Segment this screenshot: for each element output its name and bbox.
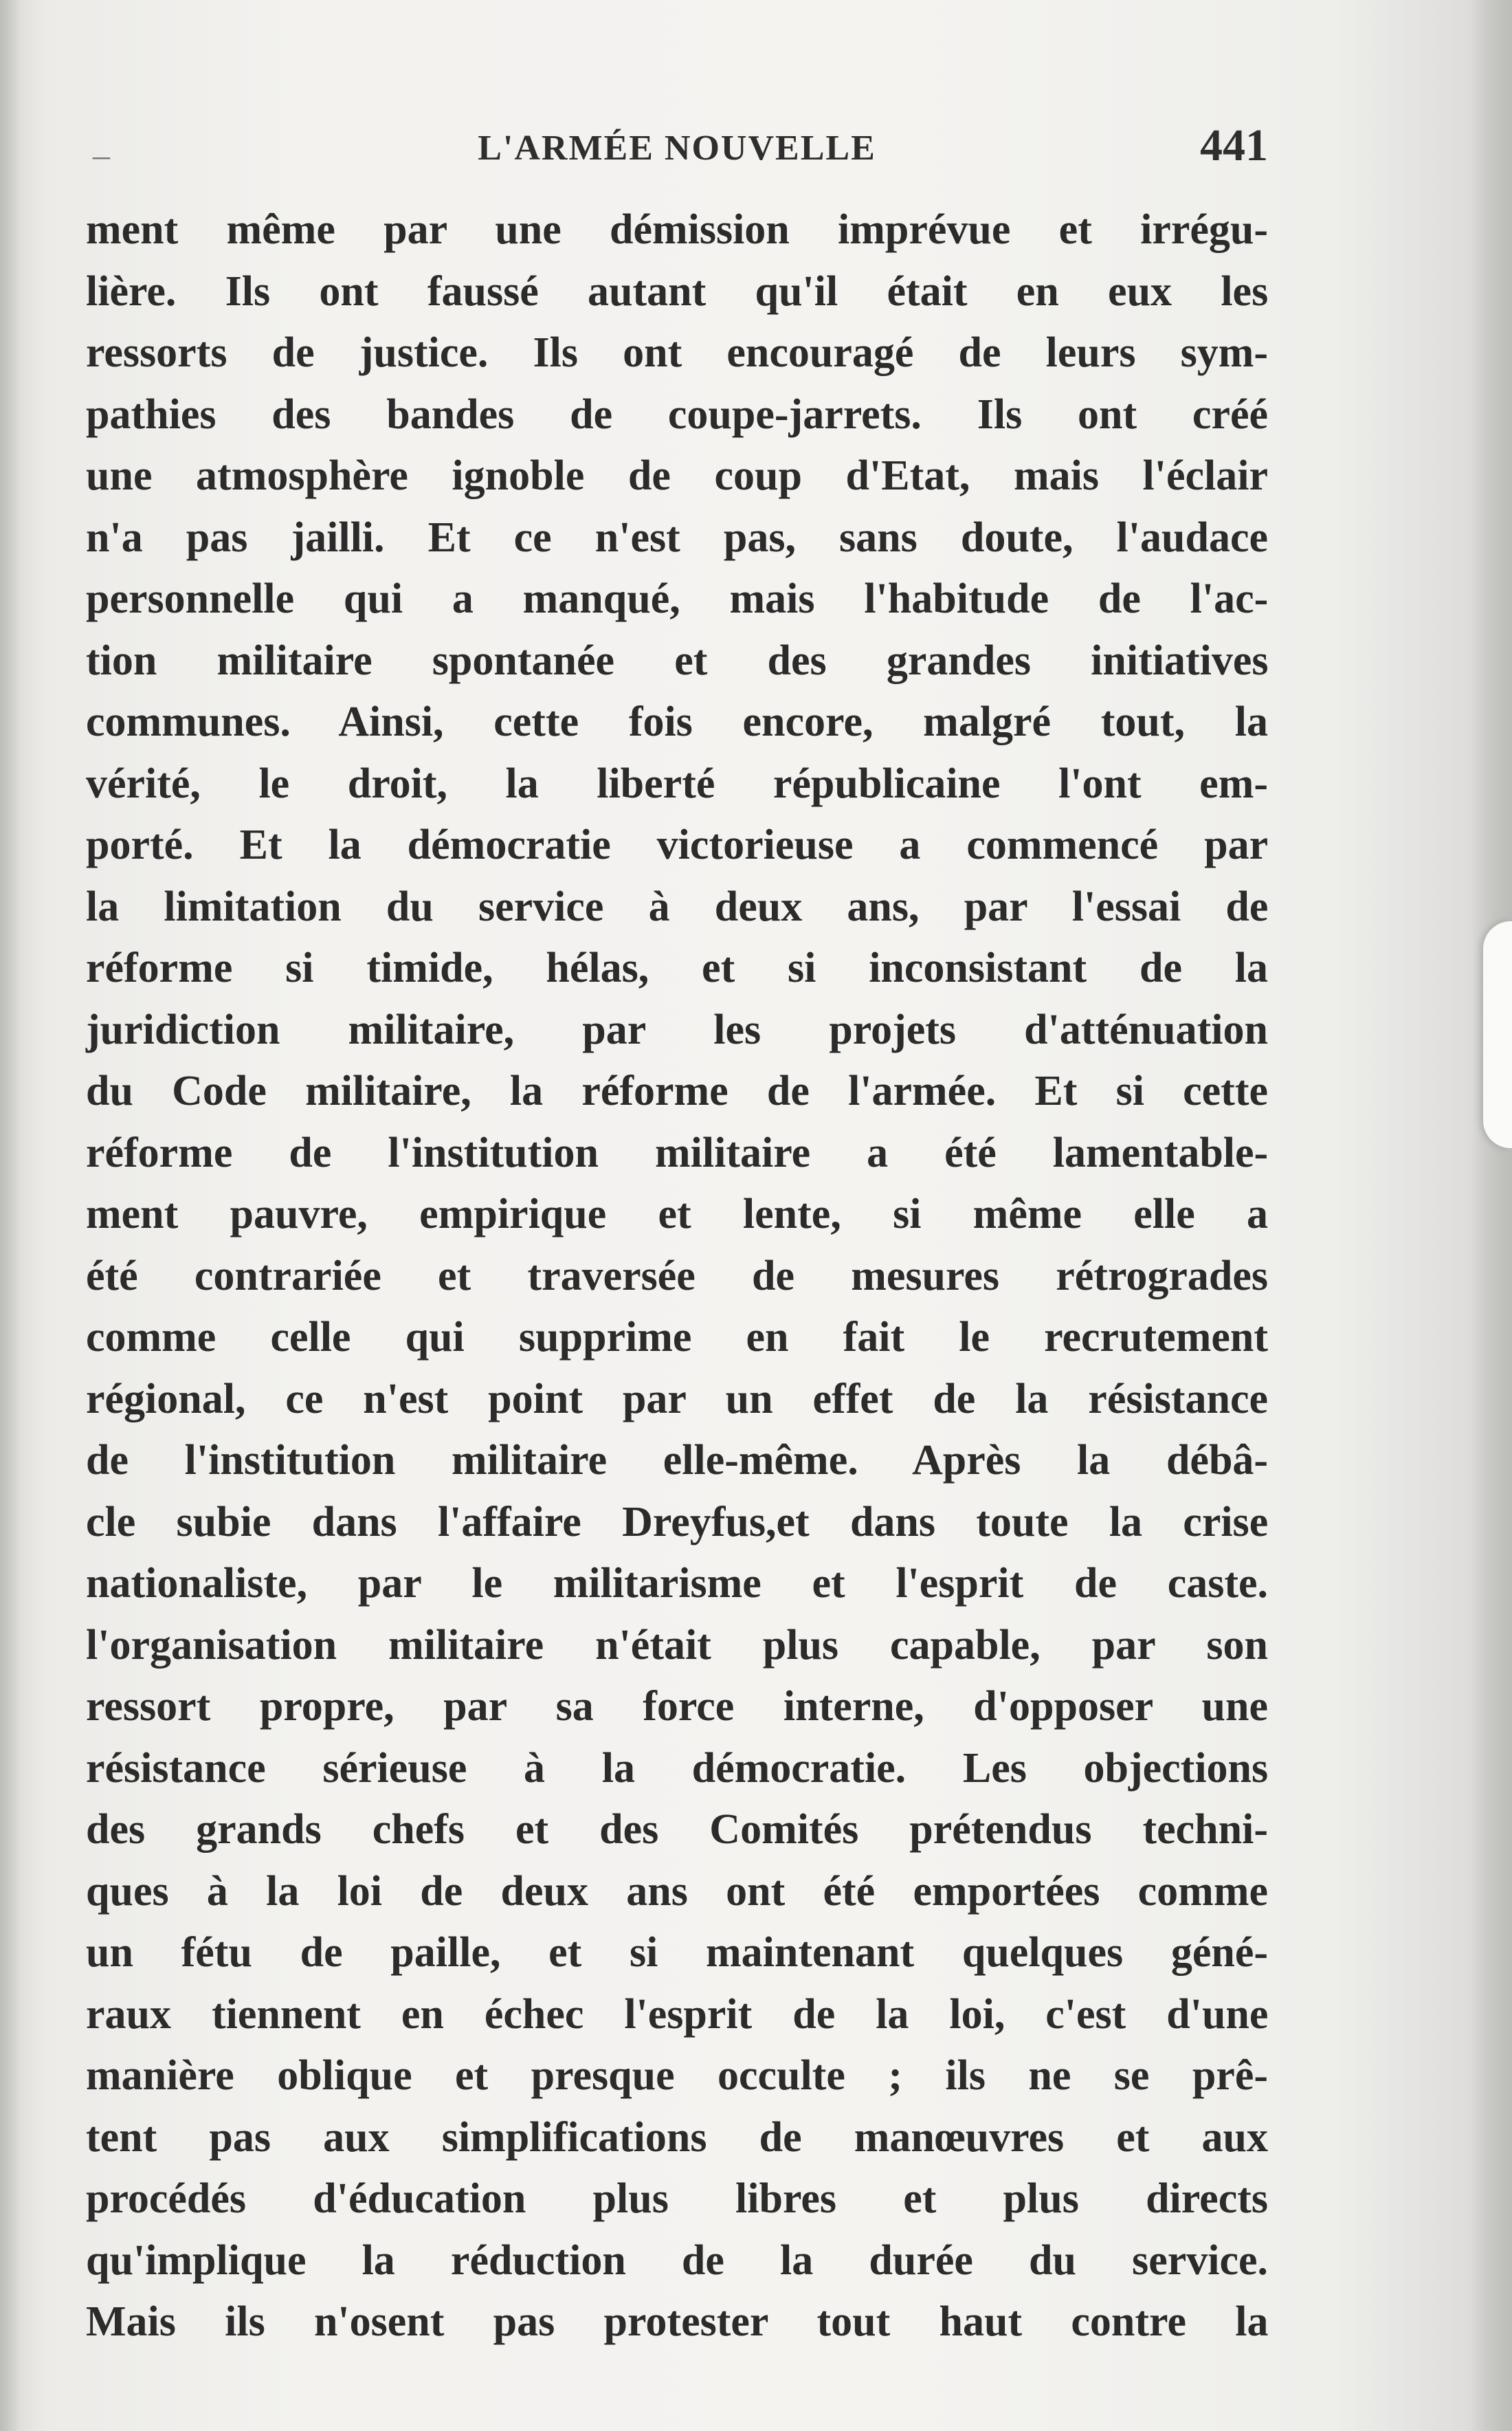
text-line: nationaliste, par le militarisme et l'esprit de caste. <box>86 1560 1268 1607</box>
running-title: L'ARMÉE NOUVELLE <box>478 129 876 168</box>
text-line: du Code militaire, la réforme de l'armée. Et si cette <box>86 1068 1268 1114</box>
text-line: la limitation du service à deux ans, par l'essai de <box>86 883 1269 930</box>
text-line: ressorts de justice. Ils ont encouragé de leurs sym- <box>86 329 1269 376</box>
page-header <box>86 116 1268 177</box>
text-line: Mais ils n'osent pas protester tout haut contre la <box>86 2298 1269 2345</box>
text-line: ment même par une démission imprévue et irrégu- <box>86 206 1268 253</box>
text-line: une atmosphère ignoble de coup d'Etat, mais l'éclair <box>86 452 1268 499</box>
text-line: des grands chefs et des Comités prétendus techni- <box>86 1806 1268 1853</box>
text-line: qu'implique la réduction de la durée du service. <box>86 2236 1268 2284</box>
text-line: comme celle qui supprime en fait le recrutement <box>86 1314 1268 1361</box>
text-line: lière. Ils ont faussé autant qu'il était en eux les <box>86 267 1269 315</box>
text-line: juridiction militaire, par les projets d'atténuation <box>86 1006 1268 1053</box>
scan-left-edge <box>0 0 21 2431</box>
page-number: 441 <box>1200 120 1268 170</box>
text-line: tion militaire spontanée et des grandes initiatives <box>86 637 1269 684</box>
text-line: réforme si timide, hélas, et si inconsistant de la <box>86 945 1268 991</box>
text-line: l'organisation militaire n'était plus capable, par son <box>86 1621 1268 1669</box>
body-text <box>86 199 1268 2353</box>
text-line: manière oblique et presque occulte ; ils ne se prê- <box>86 2052 1268 2099</box>
text-line: ressort propre, par sa force interne, d'opposer une <box>86 1683 1268 1730</box>
text-line: vérité, le droit, la liberté républicaine l'ont em- <box>86 760 1268 807</box>
text-line: de l'institution militaire elle-même. Après la débâ- <box>86 1437 1269 1484</box>
text-line: ment pauvre, empirique et lente, si même elle a <box>86 1191 1268 1238</box>
paper-tear <box>1483 921 1512 1148</box>
header-dash: – <box>93 135 110 174</box>
text-line: été contrariée et traversée de mesures rétrogrades <box>86 1252 1268 1299</box>
text-line: pathies des bandes de coupe-jarrets. Ils ont créé <box>86 390 1268 438</box>
text-line: régional, ce n'est point par un effet de la résistance <box>86 1375 1268 1422</box>
text-line: porté. Et la démocratie victorieuse a commencé par <box>86 822 1269 868</box>
text-line: tent pas aux simplifications de manœuvres et aux <box>86 2113 1268 2161</box>
text-line: réforme de l'institution militaire a été lamentable- <box>86 1129 1269 1176</box>
text-line: personnelle qui a manqué, mais l'habitude de l'ac- <box>86 575 1269 622</box>
text-line: communes. Ainsi, cette fois encore, malgré tout, la <box>86 698 1268 745</box>
text-line: ques à la loi de deux ans ont été emportées comme <box>86 1867 1268 1915</box>
text-line: résistance sérieuse à la démocratie. Les objections <box>86 1744 1269 1792</box>
text-line: procédés d'éducation plus libres et plus directs <box>86 2175 1268 2222</box>
text-line: n'a pas jailli. Et ce n'est pas, sans doute, l'audace <box>86 514 1268 561</box>
text-line: cle subie dans l'affaire Dreyfus,et dans toute la crise <box>86 1498 1269 1546</box>
text-line: un fétu de paille, et si maintenant quelques géné- <box>86 1929 1268 1976</box>
scan-right-edge <box>1471 0 1512 2431</box>
text-line: raux tiennent en échec l'esprit de la loi, c'est d'une <box>86 1990 1269 2038</box>
